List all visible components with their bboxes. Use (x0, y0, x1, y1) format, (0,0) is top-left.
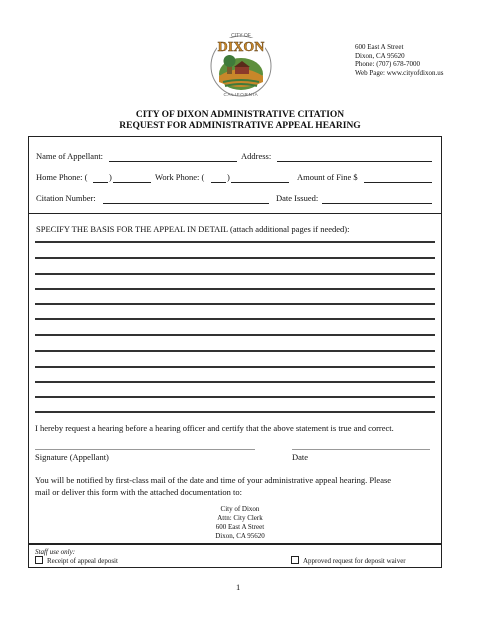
city-of-dixon-logo (205, 26, 277, 102)
signature-label: Signature (Appellant) (35, 452, 109, 462)
appeal-line-1[interactable] (35, 241, 435, 243)
work-phone-field[interactable] (231, 182, 289, 183)
logo-dixon-text: DIXON (217, 40, 265, 55)
notice-line-1: You will be notified by first-class mail of the date and time of your administrative appeal hearing. Please (35, 475, 392, 485)
logo-city-of-text: CITY OF (231, 33, 251, 39)
appeal-line-6[interactable] (35, 318, 435, 320)
work-phone-paren: ) (227, 172, 230, 182)
home-phone-area-field[interactable] (93, 182, 108, 183)
section-divider (29, 213, 441, 214)
mail-to-line-4: Dixon, CA 95620 (215, 532, 265, 540)
staff-right-border (441, 544, 442, 567)
appeal-line-7[interactable] (35, 334, 435, 336)
staff-left-border (28, 544, 29, 567)
receipt-deposit-label: Receipt of appeal deposit (47, 557, 118, 565)
amount-of-fine-label: Amount of Fine $ (297, 172, 358, 182)
citation-number-field[interactable] (103, 203, 269, 204)
appeal-line-12[interactable] (35, 411, 435, 413)
date-label: Date (292, 452, 309, 462)
date-field[interactable] (292, 449, 430, 450)
contact-block (355, 43, 443, 77)
date-issued-label: Date Issued: (276, 193, 319, 203)
appeal-basis-label: SPECIFY THE BASIS FOR THE APPEAL IN DETAIL (attach additional pages if needed): (36, 224, 350, 234)
contact-web: Web Page: www.cityofdixon.us (355, 68, 444, 77)
contact-phone: Phone: (707) 678-7000 (355, 60, 420, 68)
logo-california-text: CALIFORNIA (223, 92, 259, 97)
work-phone-area-field[interactable] (211, 182, 226, 183)
form-title-line2: REQUEST FOR ADMINISTRATIVE APPEAL HEARING (119, 121, 361, 131)
contact-city: Dixon, CA 95620 (355, 51, 405, 60)
name-of-appellant-label: Name of Appellant: (36, 151, 104, 161)
notice-line-2: mail or deliver this form with the attached documentation to: (35, 487, 243, 497)
appeal-line-8[interactable] (35, 350, 435, 352)
page-number: 1 (236, 582, 241, 592)
amount-of-fine-field[interactable] (364, 182, 432, 183)
home-phone-paren: ) (109, 172, 112, 182)
appeal-line-11[interactable] (35, 396, 435, 398)
address-field[interactable] (277, 161, 432, 162)
mail-to-line-3: 600 East A Street (215, 523, 265, 531)
appeal-line-3[interactable] (35, 273, 435, 275)
appeal-line-2[interactable] (35, 257, 435, 259)
appeal-line-4[interactable] (35, 288, 435, 290)
work-phone-label: Work Phone: ( (155, 172, 205, 182)
staff-divider (28, 544, 442, 545)
date-issued-field[interactable] (322, 203, 432, 204)
waiver-checkbox[interactable] (291, 556, 299, 564)
form-title-line1: CITY OF DIXON ADMINISTRATIVE CITATION (135, 110, 345, 120)
staff-bottom-border (28, 567, 442, 568)
home-phone-label: Home Phone: ( (36, 172, 88, 182)
receipt-deposit-checkbox[interactable] (35, 556, 43, 564)
receipt-deposit-item (35, 556, 118, 566)
appeal-line-10[interactable] (35, 381, 435, 383)
certification-text: I hereby request a hearing before a hearing officer and certify that the above statement is true and correct. (35, 423, 394, 433)
name-of-appellant-field[interactable] (109, 161, 237, 162)
signature-field[interactable] (35, 449, 255, 450)
mail-to-line-2: Attn: City Clerk (217, 514, 263, 522)
address-label: Address: (241, 151, 272, 161)
contact-street: 600 East A Street (355, 43, 404, 51)
mail-to-line-1: City of Dixon (220, 505, 260, 513)
appeal-line-9[interactable] (35, 366, 435, 368)
home-phone-field[interactable] (113, 182, 151, 183)
waiver-label: Approved request for deposit waiver (303, 557, 406, 565)
citation-number-label: Citation Number: (36, 193, 96, 203)
staff-use-heading: Staff use only: (35, 548, 76, 556)
waiver-item (291, 556, 406, 566)
appeal-line-5[interactable] (35, 303, 435, 305)
